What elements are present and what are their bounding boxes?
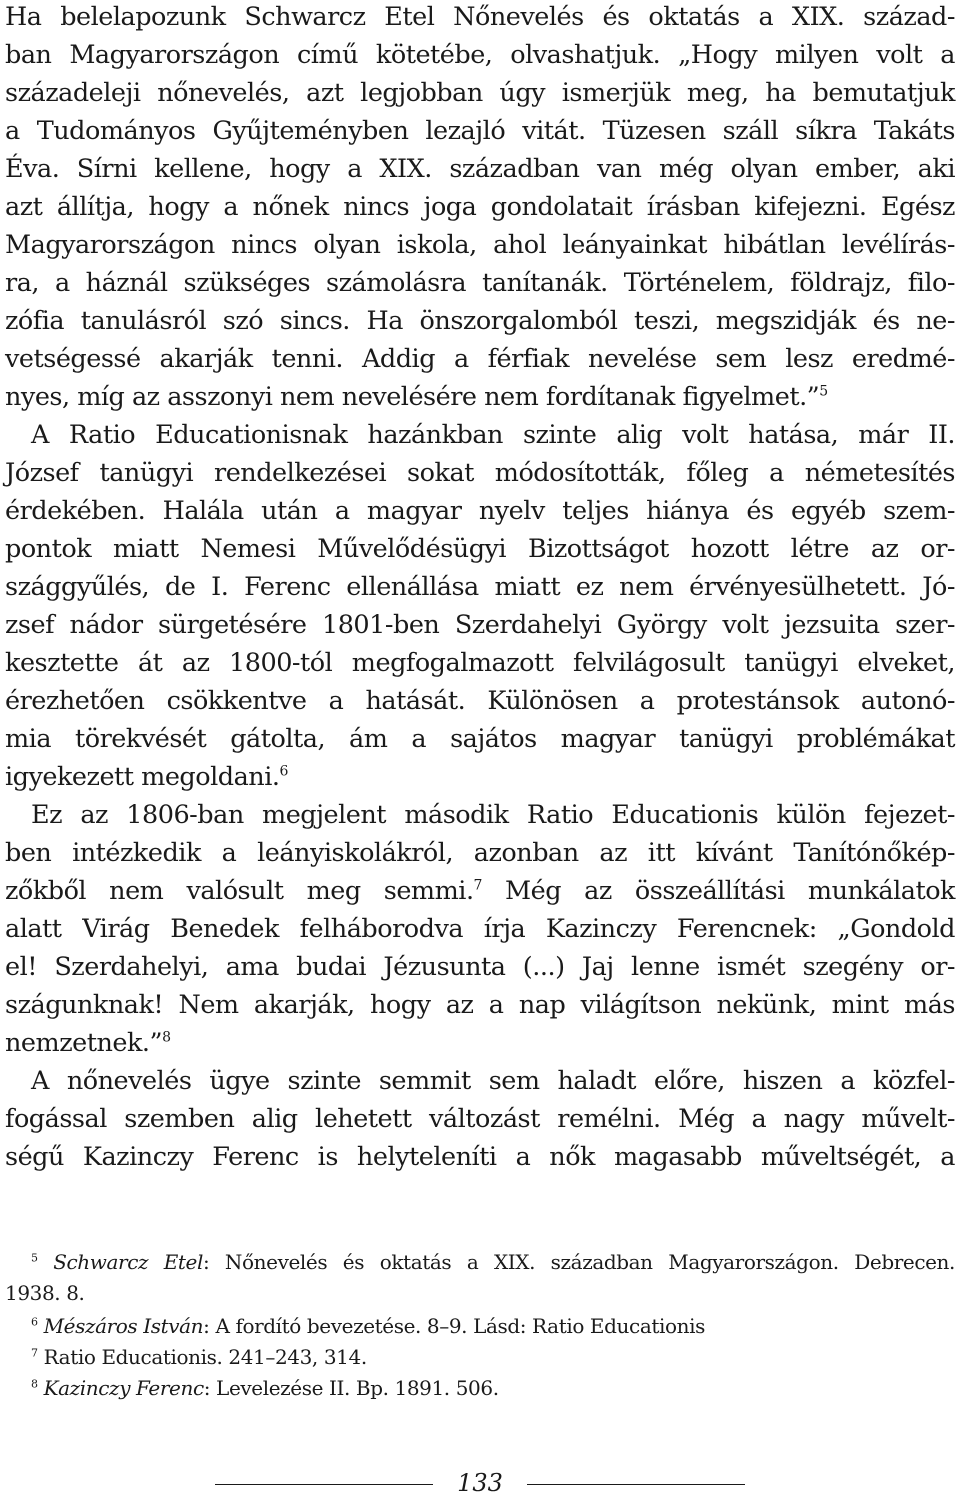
footnote-ref-5: 5 bbox=[819, 383, 828, 400]
body-line: ban Magyarországon című kötetébe, olvashatjuk. „Hogy milyen volt a bbox=[5, 40, 955, 70]
body-line bbox=[5, 378, 828, 416]
body-line: zsef nádor sürgetésére 1801-ben Szerdahelyi György volt jezsuita szer- bbox=[5, 610, 955, 640]
footnote-text: : Levelezése II. Bp. 1891. 506. bbox=[203, 1376, 499, 1400]
body-line: el! Szerdahelyi, ama budai Jézusunta (...) Jaj lenne ismét szegény or- bbox=[5, 952, 955, 982]
body-line: azt állítja, hogy a nőnek nincs joga gondolatait írásban kifejezni. Egész bbox=[5, 192, 955, 222]
footnote-author: Schwarcz Etel bbox=[53, 1250, 203, 1274]
body-line: ben intézkedik a leányiskolákról, azonban az itt kívánt Tanítónőkép- bbox=[5, 838, 955, 868]
body-line-text: Még az összeállítási munkálatok bbox=[481, 876, 955, 906]
footnote-text: : A fordító bevezetése. 8–9. Lásd: Ratio Educationis bbox=[203, 1314, 705, 1338]
footnote-author: Kazinczy Ferenc bbox=[43, 1376, 204, 1400]
body-line: Ha belelapozunk Schwarcz Etel Nőnevelés és oktatás a XIX. század- bbox=[5, 2, 955, 32]
body-line: alatt Virág Benedek felháborodva írja Kazinczy Ferencnek: „Gondold bbox=[5, 914, 955, 944]
body-line bbox=[5, 1024, 171, 1062]
body-line: a Tudományos Gyűjteményben lezajló vitát. Tüzesen száll síkra Takáts bbox=[5, 116, 955, 146]
body-line: József tanügyi rendelkezései sokat módosították, főleg a németesítés bbox=[5, 458, 955, 488]
body-line: Éva. Sírni kellene, hogy a XIX. században van még olyan ember, aki bbox=[5, 154, 955, 184]
footer-rule-right bbox=[527, 1484, 745, 1485]
footnote-6 bbox=[31, 1311, 705, 1341]
footnote-5-continuation: 1938. 8. bbox=[5, 1281, 85, 1305]
footnote-8 bbox=[31, 1373, 499, 1403]
footnote-ref-7: 7 bbox=[473, 877, 482, 894]
body-line: ra, a háznál szükséges számolásra tanítanák. Történelem, földrajz, filo- bbox=[5, 268, 955, 298]
page-footer bbox=[215, 1468, 745, 1498]
body-line: A Ratio Educationisnak hazánkban szinte alig volt hatása, már II. bbox=[31, 420, 955, 450]
footnote-number: 7 bbox=[31, 1346, 38, 1360]
footer-rule-left bbox=[215, 1484, 433, 1485]
footnote-author: Mészáros István bbox=[43, 1314, 204, 1338]
body-line: kesztette át az 1800-tól megfogalmazott felvilágosult tanügyi elveket, bbox=[5, 648, 955, 678]
body-line: fogással szemben alig lehetett változást remélni. Még a nagy művelt- bbox=[5, 1104, 955, 1134]
body-line-text: igyekezett megoldani. bbox=[5, 762, 280, 792]
book-page bbox=[5, 0, 955, 1497]
body-line: Ez az 1806-ban megjelent második Ratio Educationis külön fejezet- bbox=[31, 800, 955, 830]
footnote-number: 5 bbox=[31, 1251, 38, 1265]
body-line: szággyűlés, de I. Ferenc ellenállása miatt ez nem érvényesülhetett. Jó- bbox=[5, 572, 955, 602]
body-line: ségű Kazinczy Ferenc is helyteleníti a nők magasabb műveltségét, a bbox=[5, 1142, 955, 1172]
body-line: zófia tanulásról szó sincs. Ha önszorgalomból teszi, megszidják és ne- bbox=[5, 306, 955, 336]
body-line: pontok miatt Nemesi Művelődésügyi Bizottságot hozott létre az or- bbox=[5, 534, 955, 564]
footnote-number: 8 bbox=[31, 1377, 38, 1391]
body-line: mia törekvését gátolta, ám a sajátos magyar tanügyi problémákat bbox=[5, 724, 955, 754]
footnote-7 bbox=[31, 1342, 367, 1372]
body-line bbox=[5, 758, 288, 796]
body-line bbox=[5, 872, 955, 910]
body-line: századeleji nőnevelés, azt legjobban úgy ismerjük meg, ha bemutatjuk bbox=[5, 78, 955, 108]
body-line: Magyarországon nincs olyan iskola, ahol leányainkat hibátlan levélírás- bbox=[5, 230, 955, 260]
body-line: A nőnevelés ügye szinte semmit sem haladt előre, hiszen a közfel- bbox=[31, 1066, 955, 1096]
body-line: vetségessé akarják tenni. Addig a férfiak nevelése sem lesz eredmé- bbox=[5, 344, 955, 374]
footnote-ref-6: 6 bbox=[279, 763, 288, 780]
body-line: érezhetően csökkentve a hatását. Különösen a protestánsok autonó- bbox=[5, 686, 955, 716]
footnote-5 bbox=[31, 1247, 955, 1277]
body-line: szágunknak! Nem akarják, hogy az a nap világítson nekünk, mint más bbox=[5, 990, 955, 1020]
body-line: érdekében. Halála után a magyar nyelv teljes hiánya és egyéb szem- bbox=[5, 496, 955, 526]
footnote-ref-8: 8 bbox=[162, 1029, 171, 1046]
footnote-text: Ratio Educationis. 241–243, 314. bbox=[37, 1345, 367, 1369]
footnote-text: : Nőnevelés és oktatás a XIX. században Magyarországon. Debrecen. bbox=[203, 1250, 955, 1274]
body-line-text: nyes, míg az asszonyi nem nevelésére nem fordítanak figyelmet.” bbox=[5, 382, 820, 412]
body-line-text: nemzetnek.” bbox=[5, 1028, 163, 1058]
footnote-number: 6 bbox=[31, 1315, 38, 1329]
body-line-text: zőkből nem valósult meg semmi. bbox=[5, 876, 474, 906]
page-number: 133 bbox=[457, 1469, 503, 1497]
